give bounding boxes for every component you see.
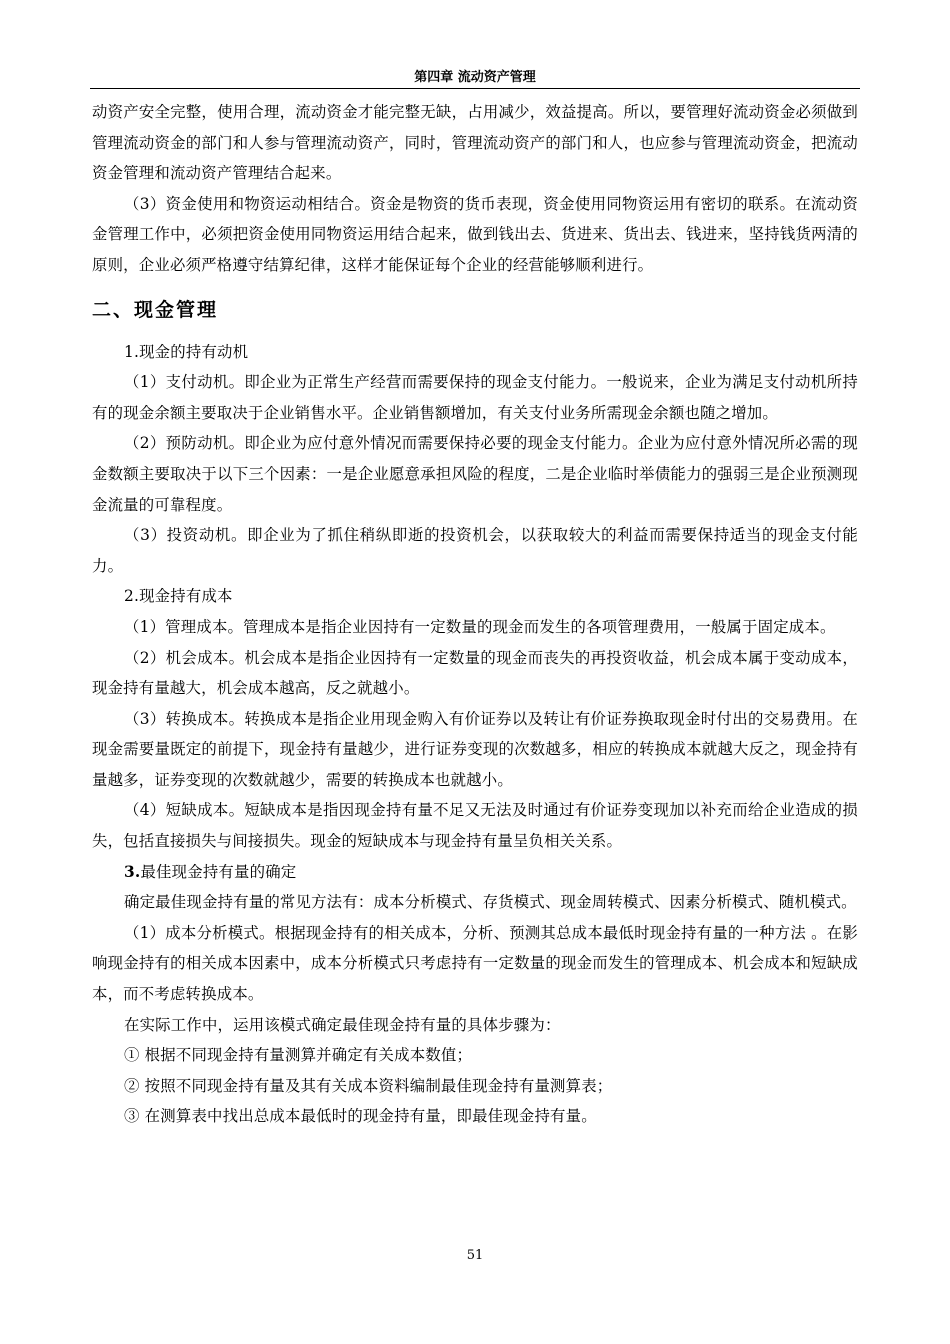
paragraph-transaction-motive: （1）支付动机。即企业为正常生产经营而需要保持的现金支付能力。一般说来，企业为满足支付动机所持有的现金余额主要取决于企业销售水平。企业销售额增加，有关支付业务所需现金余额也随之增加。	[92, 373, 858, 422]
paragraph-methods: 确定最佳现金持有量的常见方法有：成本分析模式、存货模式、现金周转模式、因素分析模式、随机模式。	[124, 893, 857, 912]
list-item-step-2: ② 按照不同现金持有量及其有关成本资料编制最佳现金持有量测算表；	[124, 1076, 613, 1095]
paragraph-continuation: 动资产安全完整，使用合理，流动资金才能完整无缺，占用减少，效益提高。所以，要管理好流动资金必须做到管理流动资金的部门和人参与管理流动资产，同时，管理流动资产的部门和人，也应参与管理流动资金，把流动资金管理和流动资产管理结合起来。	[92, 103, 858, 183]
paragraph-precautionary-motive: （2）预防动机。即企业为应付意外情况而需要保持必要的现金支付能力。企业为应付意外情况所必需的现金数额主要取决于以下三个因素：一是企业愿意承担风险的程度，二是企业临时举债能力的强弱三是企业预测现金流量的可靠程度。	[92, 434, 858, 514]
subsection-title-optimal-cash	[92, 857, 858, 888]
paragraph-conversion-cost: （3）转换成本。转换成本是指企业用现金购入有价证券以及转让有价证券换取现金时付出的交易费用。在现金需要量既定的前提下，现金持有量越少，进行证券变现的次数越多，相应的转换成本就越大反之，现金持有量越多，证券变现的次数就越少，需要的转换成本也就越小。	[92, 709, 858, 789]
paragraph-cost-analysis-model: （1）成本分析模式。根据现金持有的相关成本，分析、预测其总成本最低时现金持有量的一种方法 。在影响现金持有的相关成本因素中，成本分析模式只考虑持有一定数量的现金而发生的管理成本、机会成本和短缺成本，而不考虑转换成本。	[92, 923, 858, 1004]
page-number: 51	[466, 1248, 484, 1263]
running-header: 第四章 流动资产管理	[414, 70, 536, 85]
paragraph-management-cost: （1）管理成本。管理成本是指企业因持有一定数量的现金而发生的各项管理费用，一般属于固定成本。	[124, 617, 836, 636]
paragraph-opportunity-cost: （2）机会成本。机会成本是指企业因持有一定数量的现金而丧失的再投资收益，机会成本属于变动成本，现金持有量越大，机会成本越高，反之就越小。	[92, 648, 858, 698]
subsection-title-holding-costs: 2.现金持有成本	[124, 587, 233, 606]
subsection-title-text: 最佳现金持有量的确定	[140, 862, 297, 881]
paragraph-steps-intro: 在实际工作中，运用该模式确定最佳现金持有量的具体步骤为：	[124, 1015, 561, 1034]
page-body	[92, 97, 858, 1132]
subsection-number: 3.	[124, 862, 141, 881]
paragraph-principle-3: （3）资金使用和物资运动相结合。资金是物资的货币表现，资金使用同物资运用有密切的联系。在流动资金管理工作中，必须把资金使用同物资运用结合起来，做到钱出去、货进来、货出去、钱进来，坚持钱货两清的原则，企业必须严格遵守结算纪律，这样才能保证每个企业的经营能够顺利进行。	[92, 194, 858, 274]
paragraph-speculative-motive: （3）投资动机。即企业为了抓住稍纵即逝的投资机会，以获取较大的利益而需要保持适当的现金支付能力。	[92, 526, 858, 575]
header-rule	[90, 88, 860, 89]
list-item-step-3: ③ 在测算表中找出总成本最低时的现金持有量，即最佳现金持有量。	[124, 1107, 597, 1126]
subsection-title-motives: 1.现金的持有动机	[124, 342, 249, 361]
list-item-step-1: ① 根据不同现金持有量测算并确定有关成本数值；	[124, 1046, 473, 1065]
paragraph-shortage-cost: （4）短缺成本。短缺成本是指因现金持有量不足又无法及时通过有价证券变现加以补充而给企业造成的损失，包括直接损失与间接损失。现金的短缺成本与现金持有量呈负相关关系。	[92, 801, 858, 851]
section-heading-cash-management: 二、现金管理	[92, 298, 219, 321]
